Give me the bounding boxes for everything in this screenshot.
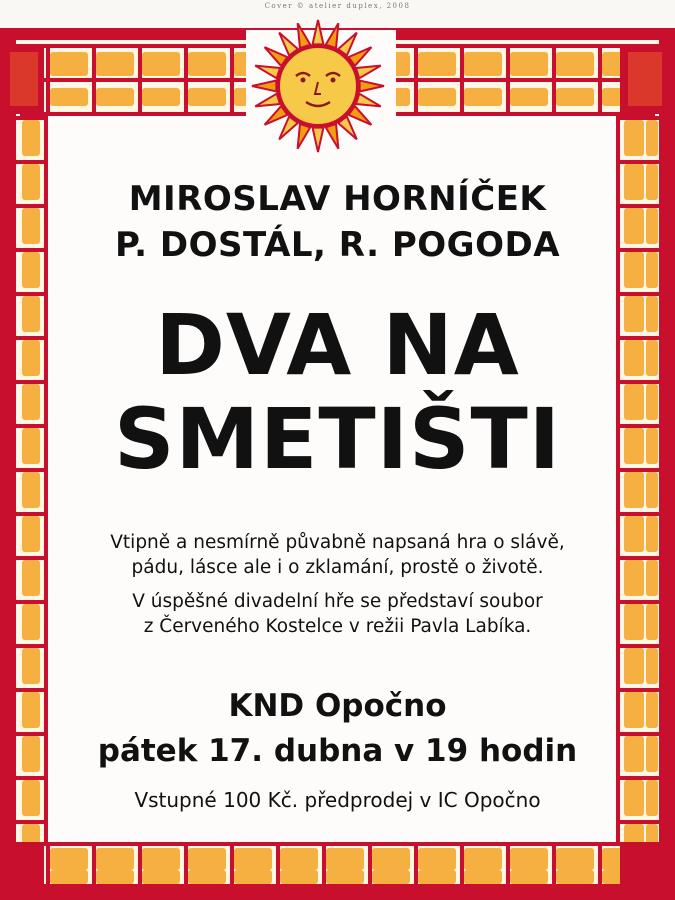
authors: [0, 176, 675, 268]
title-line: DVA NA: [155, 296, 520, 394]
sun-face-icon: [238, 14, 398, 154]
description-line: V úspěšné divadelní hře se představí soubor: [132, 591, 543, 612]
author-line: MIROSLAV HORNÍČEK: [128, 179, 547, 219]
title-line: SMETIŠTI: [113, 390, 562, 488]
description: [0, 530, 675, 648]
play-title: [0, 298, 675, 486]
author-line: P. DOSTÁL, R. POGODA: [114, 225, 561, 265]
venue: KND Opočno: [228, 688, 447, 724]
event-datetime: pátek 17. dubna v 19 hodin: [97, 733, 578, 769]
tickets-info: Vstupné 100 Kč. předprodej v IC Opočno: [134, 788, 541, 812]
cover-credit: Cover © atelier duplex, 2008: [264, 2, 411, 10]
description-paragraph: [0, 530, 675, 580]
description-line: Vtipně a nesmírně půvabně napsaná hra o slávě,: [110, 532, 565, 553]
event-info: [0, 684, 675, 774]
description-line: z Červeného Kostelce v režii Pavla Labíka.: [143, 616, 532, 637]
description-paragraph: [0, 589, 675, 639]
description-line: pádu, lásce ale i o zklamání, prostě o životě.: [131, 557, 544, 578]
